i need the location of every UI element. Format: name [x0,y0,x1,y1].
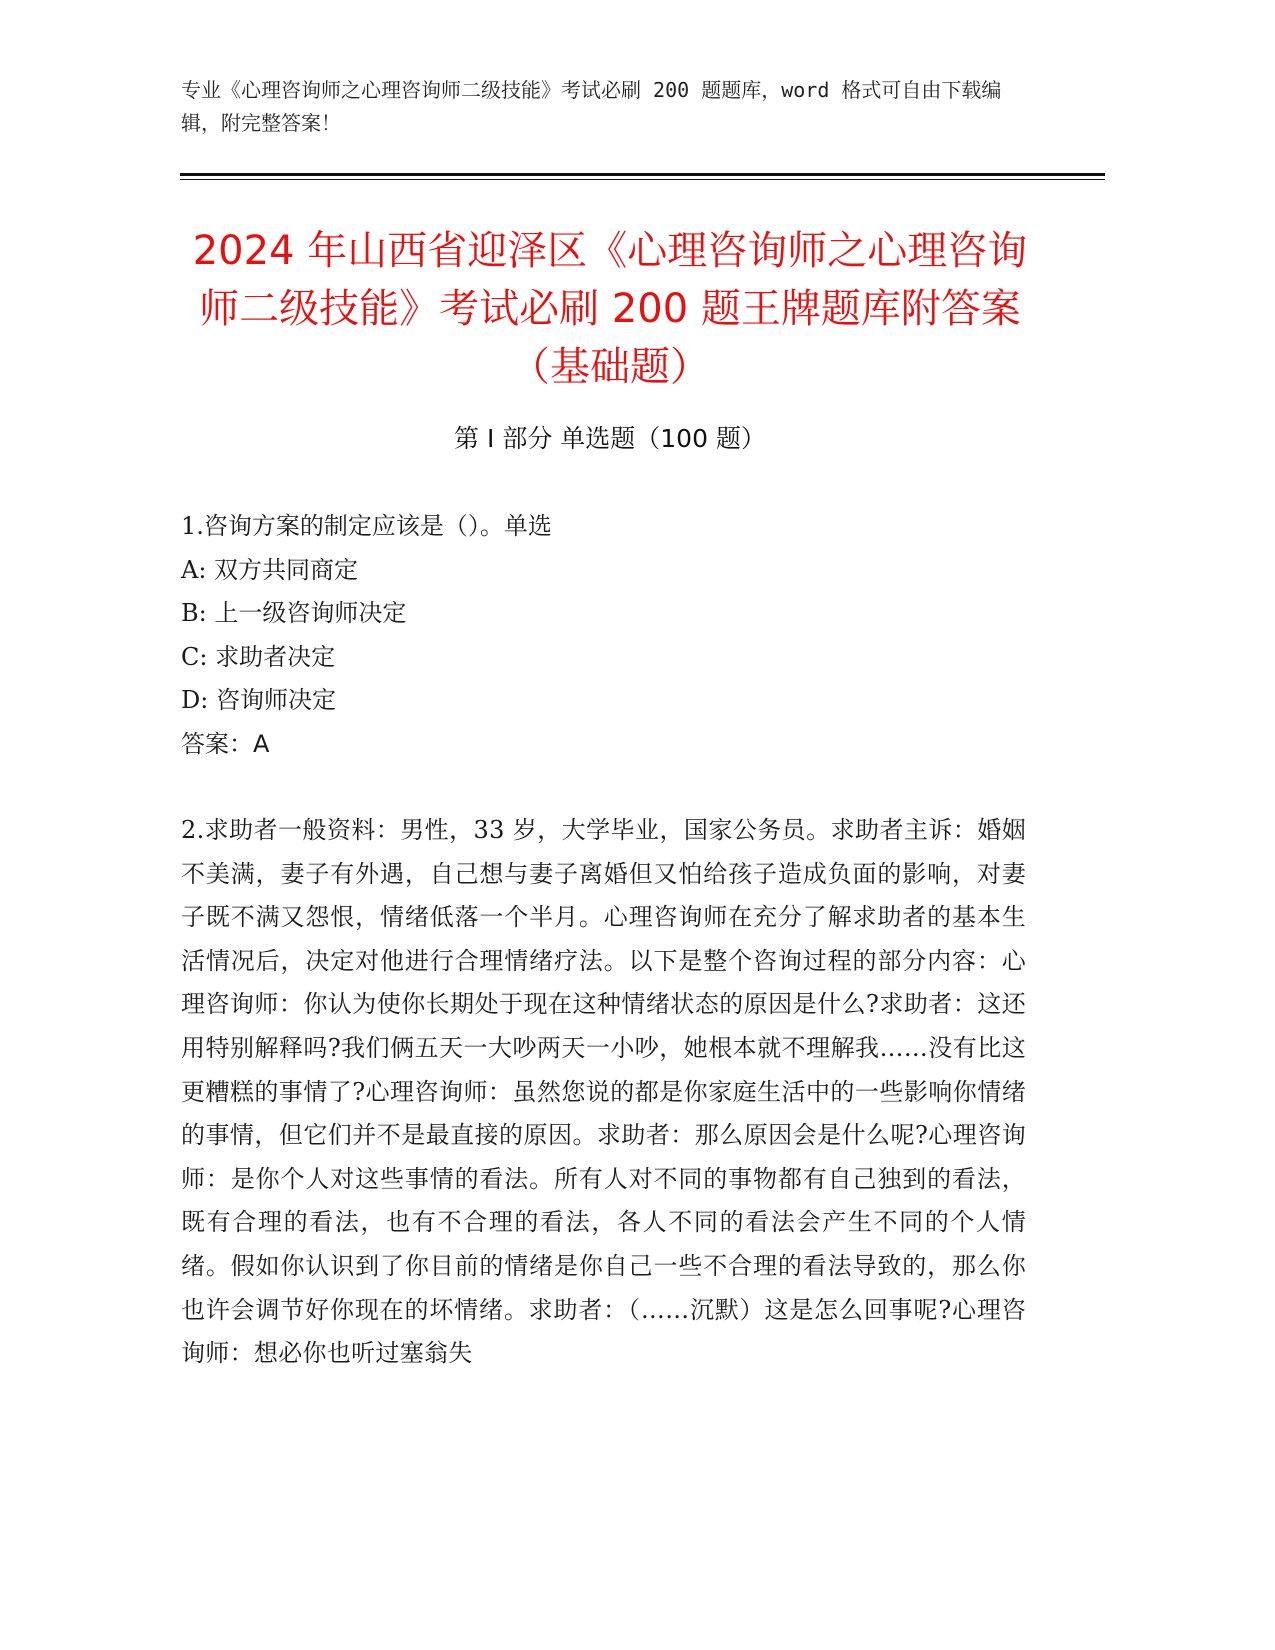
option-b: B: 上一级咨询师决定 [181,599,407,627]
question-stem: 2.求助者一般资料：男性，33 岁，大学毕业，国家公务员。求助者主诉：婚姻不美满，妻子有外遇，自己想与妻子离婚但又怕给孩子造成负面的影响，对妻子既不满又怨恨，情绪低落一个半月。心理咨询师在充分了解求助者的基本生活情况后，决定对他进行合理情绪疗法。以下是整个咨询过程的部分内容：心理咨询师：你认为使你长期处于现在这种情绪状态的原因是什么?求助者：这还用特别解释吗?我们俩五天一大吵两天一小吵，她根本就不理解我……没有比这更糟糕的事情了?心理咨询师：虽然您说的都是你家庭生活中的一些影响你情绪的事情，但它们并不是最直接的原因。求助者：那么原因会是什么呢?心理咨询师：是你个人对这些事情的看法。所有人对不同的事物都有自己独到的看法，既有合理的看法，也有不合理的看法，各人不同的看法会产生不同的个人情绪。假如你认识到了你目前的情绪是你自己一些不合理的看法导致的，那么你也许会调节好你现在的坏情绪。求助者：（……沉默）这是怎么回事呢?心理咨询师：想必你也听过塞翁失 [181,816,1026,1368]
section-heading: 第 I 部分 单选题（100 题） [454,424,766,453]
header-divider-thick [180,173,1105,176]
option-d: D: 咨询师决定 [181,686,336,714]
question-stem: 1.咨询方案的制定应该是（）。单选 [181,512,552,540]
header-divider-thin [180,179,1105,180]
document-title: 2024 年山西省迎泽区《心理咨询师之心理咨询师二级技能》考试必刷 200 题王牌题库附答案（基础题） [192,228,1028,390]
header-note: 专业《心理咨询师之心理咨询师二级技能》考试必刷 200 题题库，word 格式可自由下载编辑，附完整答案！ [181,78,1002,135]
question-2 [181,809,1026,1376]
answer: 答案：A [181,729,270,758]
option-a: A: 双方共同商定 [181,555,359,584]
option-c: C: 求助者决定 [181,642,336,671]
question-1 [181,505,1041,766]
